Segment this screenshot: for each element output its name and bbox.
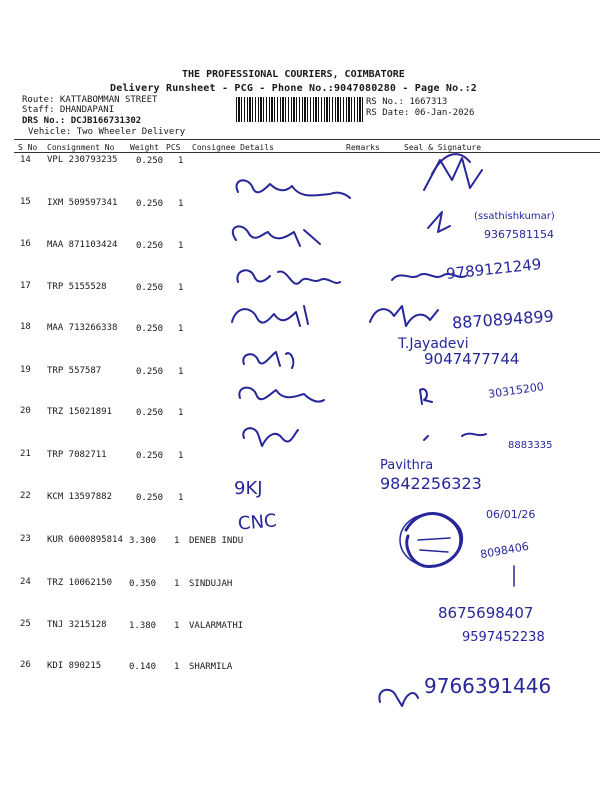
row-weight: 1.380 [129, 621, 157, 631]
col-weight: Weight [130, 143, 159, 152]
rs-date: RS Date: 06-Jan-2026 [366, 108, 475, 118]
hw-r19-phone: 9047477744 [424, 350, 520, 368]
hw-r23-date: 06/01/26 [486, 508, 536, 521]
row-sno: 25 [20, 619, 31, 629]
row-weight: 0.250 [136, 199, 164, 209]
row-consignment: TNJ 3215128 [47, 620, 107, 630]
row-consignment: MAA 713266338 [47, 323, 118, 333]
col-consignee: Consignee Details [192, 143, 274, 152]
hw-r16-name: (ssathishkumar) [474, 211, 555, 222]
row-sno: 23 [20, 534, 31, 544]
row-pcs: 1 [174, 621, 180, 631]
row-pcs: 1 [178, 199, 184, 209]
row-sno: 26 [20, 660, 31, 670]
row-sno: 22 [20, 491, 31, 501]
row-pcs: 1 [174, 579, 180, 589]
row-weight: 0.250 [136, 324, 164, 334]
runsheet-line: Delivery Runsheet - PCG - Phone No.:9047080280 - Page No.:2 [110, 83, 478, 94]
row-weight: 0.250 [136, 283, 164, 293]
hw-r18-phone: 8870894899 [451, 306, 555, 333]
col-sno: S No [18, 143, 38, 152]
row-pcs: 1 [178, 451, 184, 461]
col-remarks: Remarks [346, 143, 380, 152]
row-sno: 18 [20, 322, 31, 332]
row-weight: 0.140 [129, 662, 157, 672]
staff-label: Staff: DHANDAPANI [22, 105, 115, 115]
row-pcs: 1 [178, 408, 184, 418]
row-weight: 0.250 [136, 493, 164, 503]
row-pcs: 1 [178, 156, 184, 166]
hw-r26-phone: 9766391446 [424, 674, 552, 698]
row-consignment: KUR 6000895814 [47, 535, 123, 545]
row-weight: 0.250 [136, 451, 164, 461]
row-consignment: TRZ 10062150 [47, 578, 113, 588]
row-pcs: 1 [178, 367, 184, 377]
row-pcs: 1 [178, 324, 184, 334]
row-consignment: IXM 509597341 [47, 198, 118, 208]
row-consignee-name: DENEB INDU [189, 536, 244, 546]
row-sno: 24 [20, 577, 31, 587]
hw-r19-name: T.Jayadevi [398, 336, 469, 352]
row-weight: 0.250 [136, 156, 164, 166]
drs-number: DRS No.: DCJB166731302 [22, 116, 142, 126]
row-sno: 14 [20, 155, 31, 165]
row-pcs: 1 [178, 241, 184, 251]
hw-r20-phone: 30315200 [487, 380, 545, 401]
hw-r25-phone1: 8675698407 [438, 604, 534, 622]
hw-r23-consignee: CNC [237, 510, 278, 535]
row-pcs: 1 [174, 536, 180, 546]
row-sno: 15 [20, 197, 31, 207]
hw-r21-phone: 8883335 [508, 440, 553, 451]
row-consignee-name: SINDUJAH [189, 579, 233, 589]
rs-number: RS No.: 1667313 [366, 97, 448, 107]
hw-r22-consignee: 9KJ [234, 478, 263, 499]
row-pcs: 1 [178, 283, 184, 293]
row-consignment: TRP 557587 [47, 366, 102, 376]
col-consignment: Consignment No [47, 143, 115, 152]
row-consignment: VPL 230793235 [47, 155, 118, 165]
row-consignment: TRZ 15021891 [47, 407, 113, 417]
row-consignment: KDI 890215 [47, 661, 102, 671]
col-seal: Seal & Signature [404, 143, 482, 152]
row-sno: 21 [20, 449, 31, 459]
row-consignment: TRP 5155528 [47, 282, 107, 292]
company-title: THE PROFESSIONAL COURIERS, COIMBATORE [182, 69, 405, 80]
hw-r25-phone2: 9597452238 [462, 630, 545, 645]
vehicle-label: Vehicle: Two Wheeler Delivery [28, 127, 186, 137]
hw-r17-phone: 9789121249 [445, 255, 543, 283]
hw-r16-sig: 9367581154 [484, 228, 554, 241]
row-consignment: KCM 13597882 [47, 492, 113, 502]
row-weight: 0.350 [129, 579, 157, 589]
row-pcs: 1 [174, 662, 180, 672]
row-consignee-name: VALARMATHI [189, 621, 244, 631]
row-sno: 17 [20, 281, 31, 291]
col-pcs: PCS [166, 143, 181, 152]
row-weight: 0.250 [136, 241, 164, 251]
route-label: Route: KATTABOMMAN STREET [22, 95, 158, 105]
row-sno: 16 [20, 239, 31, 249]
row-pcs: 1 [178, 493, 184, 503]
row-sno: 20 [20, 406, 31, 416]
row-weight: 0.250 [136, 408, 164, 418]
hw-r23-phone: 8098406 [479, 539, 530, 562]
row-weight: 0.250 [136, 367, 164, 377]
row-consignment: TRP 7082711 [47, 450, 107, 460]
row-sno: 19 [20, 365, 31, 375]
row-consignment: MAA 871103424 [47, 240, 118, 250]
hw-r22-name: Pavithra [380, 458, 434, 473]
hw-r22-phone: 9842256323 [380, 474, 482, 493]
row-weight: 3.300 [129, 536, 157, 546]
row-consignee-name: SHARMILA [189, 662, 233, 672]
